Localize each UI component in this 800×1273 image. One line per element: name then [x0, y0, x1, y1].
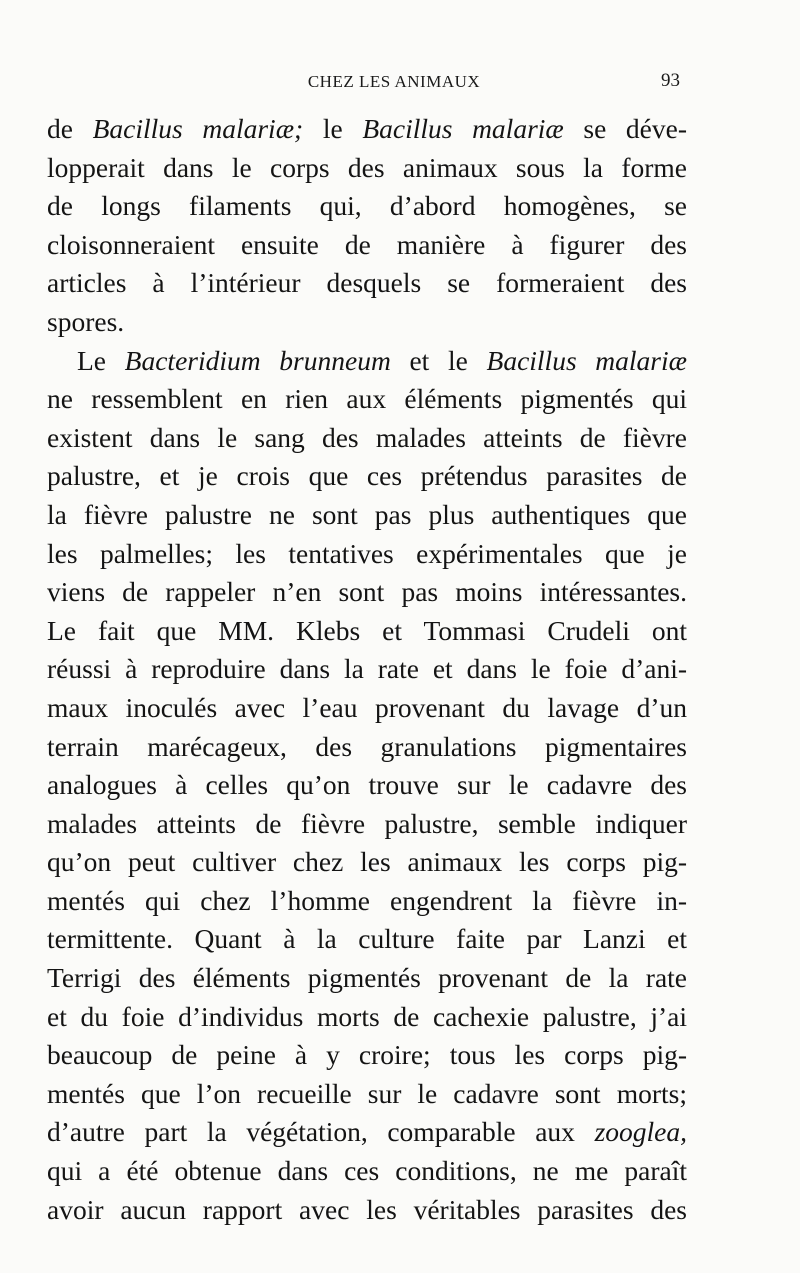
text-line: la fièvre palustre ne sont pas plus authentiques que — [47, 498, 687, 530]
text-line: terrain marécageux, des granulations pigmentaires — [47, 730, 687, 762]
text-line: réussi à reproduire dans la rate et dans le foie d’ani- — [47, 653, 687, 685]
body-text — [47, 110, 687, 1229]
page-number: 93 — [661, 70, 680, 91]
text-line: Le Bacteridium brunneum et le Bacillus malariæ — [77, 344, 687, 376]
running-head — [48, 72, 680, 98]
text-line: avoir aucun rapport avec les véritables parasites des — [47, 1193, 687, 1225]
text-line: articles à l’intérieur desquels se formeraient des — [47, 267, 687, 299]
text-line: malades atteints de fièvre palustre, semble indiquer — [47, 807, 687, 839]
text-line: maux inoculés avec l’eau provenant du lavage d’un — [47, 691, 687, 723]
text-line: ne ressemblent en rien aux éléments pigmentés qui — [47, 383, 687, 415]
text-line: de Bacillus malariæ; le Bacillus malariæ se déve- — [47, 113, 687, 144]
paragraph-continued — [47, 110, 687, 342]
text-line: lopperait dans le corps des animaux sous la forme — [47, 151, 687, 183]
running-title: CHEZ LES ANIMAUX — [307, 72, 481, 91]
text-line: viens de rappeler n’en sont pas moins intéressantes. — [47, 576, 687, 608]
text-line: qui a été obtenue dans ces conditions, ne me paraît — [47, 1155, 687, 1187]
text-line: et du foie d’individus morts de cachexie palustre, j’ai — [47, 1000, 687, 1032]
text-line: termittente. Quant à la culture faite par Lanzi et — [47, 923, 687, 955]
text-line: analogues à celles qu’on trouve sur le cadavre des — [47, 769, 687, 801]
text-line: Terrigi des éléments pigmentés provenant de la rate — [47, 962, 687, 994]
text-line: spores. — [47, 305, 125, 337]
text-line: existent dans le sang des malades atteints de fièvre — [47, 421, 687, 453]
text-line: qu’on peut cultiver chez les animaux les corps pig- — [47, 846, 687, 878]
text-line: mentés qui chez l’homme engendrent la fièvre in- — [47, 884, 687, 916]
text-line: beaucoup de peine à y croire; tous les corps pig- — [47, 1039, 687, 1071]
text-line: de longs filaments qui, d’abord homogènes, se — [47, 190, 687, 222]
text-line: les palmelles; les tentatives expérimentales que je — [47, 537, 687, 569]
text-line: mentés que l’on recueille sur le cadavre sont morts; — [47, 1077, 687, 1109]
text-line: Le fait que MM. Klebs et Tommasi Crudeli ont — [47, 614, 687, 646]
text-line: d’autre part la végétation, comparable aux zooglea, — [47, 1116, 687, 1148]
text-line: cloisonneraient ensuite de manière à figurer des — [47, 228, 687, 260]
text-line: palustre, et je crois que ces prétendus parasites de — [47, 460, 687, 492]
paragraph — [47, 342, 687, 1230]
